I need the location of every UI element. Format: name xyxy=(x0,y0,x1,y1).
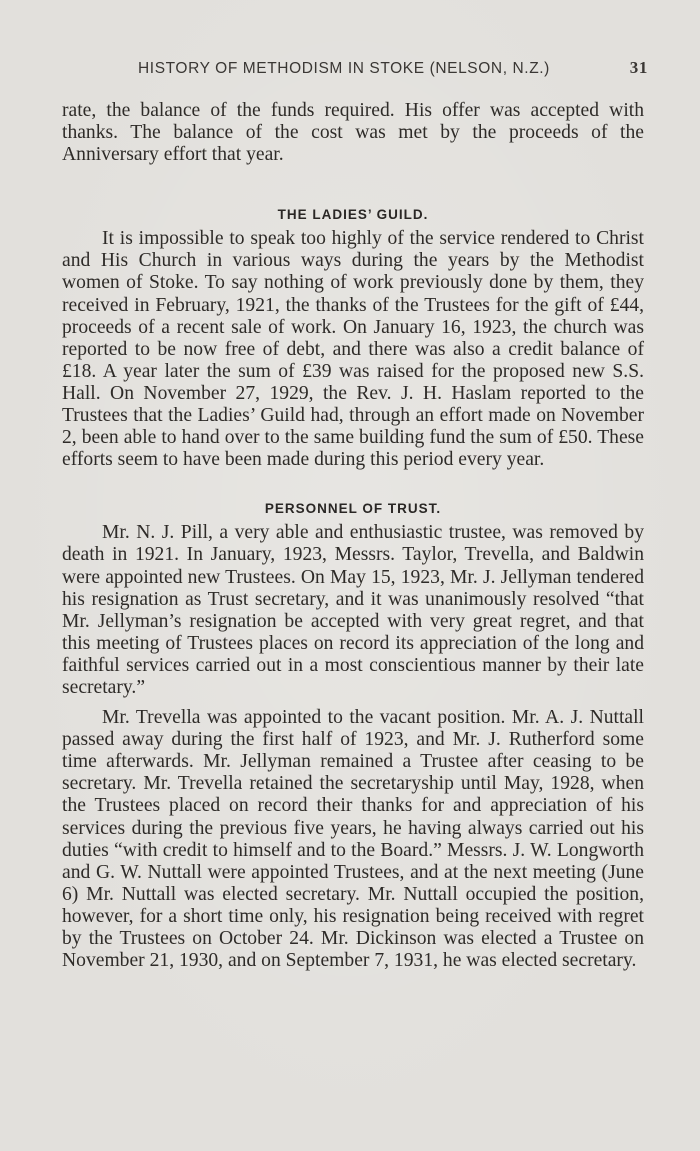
running-title: HISTORY OF METHODISM IN STOKE (NELSON, N.Z.) xyxy=(138,60,550,77)
page-number: 31 xyxy=(629,58,648,77)
section-heading-ladies-guild: THE LADIES’ GUILD. xyxy=(277,207,429,223)
ladies-guild-paragraph: It is impossible to speak too highly of the service rendered to Christ and His Church in various ways during the years by the Methodist women of Stoke. To say nothing of work previously done by them, they received in February, 1921, the thanks of the Trustees for the gift of £44, proceeds of a recent sale of work. On January 16, 1923, the church was reported to be now free of debt, and there was also a credit balance of £18. A year later the sum of £39 was raised for the proposed new S.S. Hall. On November 27, 1929, the Rev. J. H. Haslam reported to the Trustees that the Ladies’ Guild had, through an effort made on November 2, been able to hand over to the same building fund the sum of £50. These efforts seem to have been made during this period every year. xyxy=(62,228,644,471)
section-heading-personnel-of-trust: PERSONNEL OF TRUST. xyxy=(264,501,442,517)
running-header xyxy=(62,58,648,84)
personnel-paragraph-2: Mr. Trevella was appointed to the vacant position. Mr. A. J. Nuttall passed away during the first half of 1923, and Mr. J. Rutherford some time afterwards. Mr. Jellyman remained a Trustee after ceasing to be secretary. Mr. Trevella retained the secretaryship until May, 1928, when the Trustees placed on record their thanks for and appreciation of his services during the previous five years, he having always carried out his duties “with credit to himself and to the Board.” Messrs. J. W. Longworth and G. W. Nuttall were appointed Trustees, and at the next meeting (June 6) Mr. Nuttall was elected secretary. Mr. Nuttall occupied the position, however, for a short time only, his resignation being received with regret by the Trustees on October 24. Mr. Dickinson was elected a Trustee on November 21, 1930, and on September 7, 1931, he was elected secretary. xyxy=(62,707,644,972)
personnel-paragraph-1: Mr. N. J. Pill, a very able and enthusiastic trustee, was removed by death in 1921. In January, 1923, Messrs. Taylor, Trevella, and Baldwin were appointed new Trustees. On May 15, 1923, Mr. J. Jellyman tendered his resignation as Trust secretary, and it was unanimously resolved “that Mr. Jellyman’s resignation be accepted with very great regret, and that this meeting of Trustees places on record its appreciation of the long and faithful services carried out in a most conscientious manner by their late secretary.” xyxy=(62,522,644,698)
opening-paragraph: rate, the balance of the funds required. His offer was accepted with thanks. The balance of the cost was met by the proceeds of the Anniversary effort that year. xyxy=(62,100,644,166)
page-body xyxy=(62,100,644,972)
